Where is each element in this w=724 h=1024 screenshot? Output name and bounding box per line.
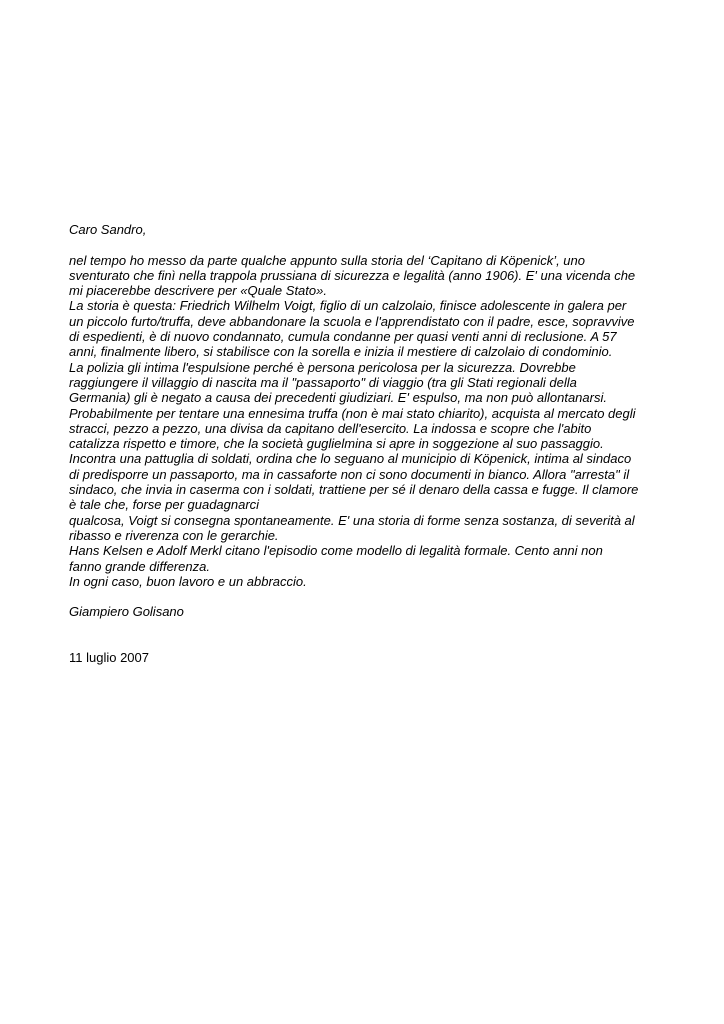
body-line: anni, finalmente libero, si stabilisce con la sorella e inizia il mestiere di calzolaio di condominio. <box>69 344 613 360</box>
spacer <box>69 589 669 604</box>
letter-date: 11 luglio 2007 <box>69 650 149 666</box>
body-line: In ogni caso, buon lavoro e un abbraccio. <box>69 573 307 589</box>
body-line: fanno grande differenza. <box>69 558 210 574</box>
body-line: Germania) gli è negato a causa dei precedenti giudiziari. E' espulso, ma non può allontanarsi. <box>69 390 607 406</box>
body-line: Incontra una pattuglia di soldati, ordina che lo seguano al municipio di Köpenick, intima al sindaco <box>69 451 632 467</box>
signature: Giampiero Golisano <box>69 604 184 620</box>
body-line: sindaco, che invia in caserma con i soldati, trattiene per sé il denaro della cassa e fugge. Il clamore <box>69 482 639 498</box>
body-line: qualcosa, Voigt si consegna spontaneamente. E' una storia di forme senza sostanza, di severità al <box>69 512 635 528</box>
body-line: è tale che, forse per guadagnarci <box>69 497 260 513</box>
body-line: ribasso e riverenza con le gerarchie. <box>69 527 279 543</box>
body-line: raggiungere il villaggio di nascita ma il "passaporto" di viaggio (tra gli Stati regionali della <box>69 374 577 390</box>
body-line: stracci, pezzo a pezzo, una divisa da capitano dell'esercito. La indossa e scopre che l'abito <box>69 420 592 436</box>
body-line: di predisporre un passaporto, ma in cassaforte non ci sono documenti in bianco. Allora "arresta" il <box>69 466 630 482</box>
body-line: nel tempo ho messo da parte qualche appunto sulla storia del ‘Capitano di Köpenick’, uno <box>69 252 586 268</box>
letter-body <box>69 222 669 666</box>
body-line: un piccolo furto/truffa, deve abbandonare la scuola e l'apprendistato con il padre, esce, sopravvive <box>69 313 635 329</box>
body-line: di espedienti, è di nuovo condannato, cumula condanne per quasi venti anni di reclusione. A 57 <box>69 329 617 345</box>
spacer <box>69 237 669 252</box>
body-line: La polizia gli intima l'espulsione perché è persona pericolosa per la sicurezza. Dovrebbe <box>69 359 576 375</box>
body-line: catalizza rispetto e timore, che la società guglielmina si apre in soggezione al suo passaggio. <box>69 436 604 452</box>
body-line: Probabilmente per tentare una ennesima truffa (non è mai stato chiarito), acquista al mercato degli <box>69 405 636 421</box>
body-line: La storia è questa: Friedrich Wilhelm Voigt, figlio di un calzolaio, finisce adolescente in galera per <box>69 298 627 314</box>
salutation: Caro Sandro, <box>69 222 147 237</box>
body-line: Hans Kelsen e Adolf Merkl citano l'episodio come modello di legalità formale. Cento anni non <box>69 543 603 559</box>
body-line: mi piacerebbe descrivere per «Quale Stato». <box>69 283 327 299</box>
body-line: sventurato che finì nella trappola prussiana di sicurezza e legalità (anno 1906). E' una vicenda che <box>69 267 636 283</box>
spacer <box>69 620 669 651</box>
